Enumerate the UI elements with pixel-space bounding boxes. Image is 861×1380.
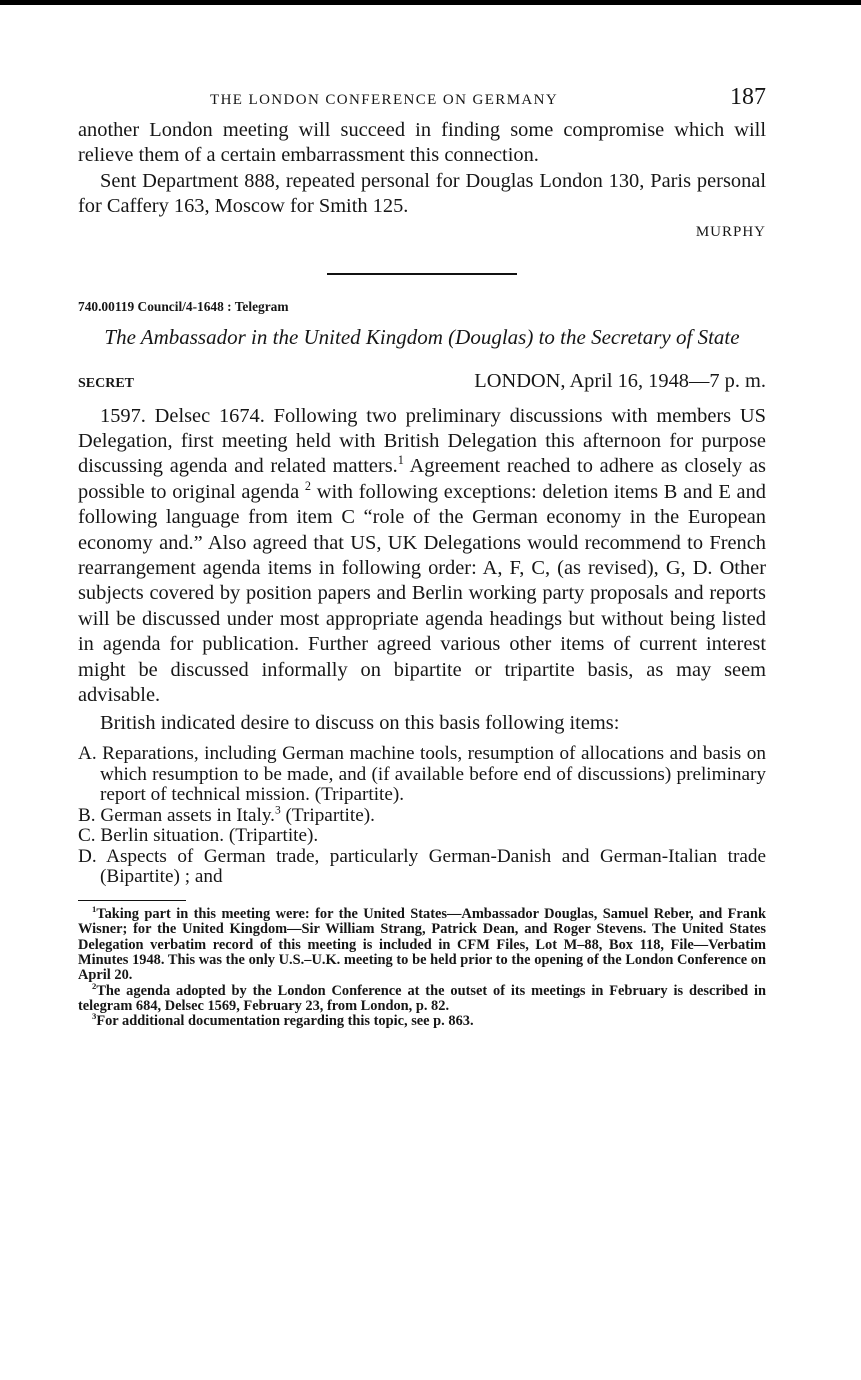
list-item <box>78 847 766 888</box>
footnote <box>78 904 766 984</box>
para1-part-a: 1597. Delsec 1674. Following two preliminary discussions with members US Delegation, first meeting held with British Delegation this afternoon for purpose discussing agenda and related matters. <box>78 404 766 478</box>
footnote-text: Taking part in this meeting were: for the United States—Ambassador Douglas, Samuel Reber, and Frank Wisner; for the United Kingdom—Sir William Strang, Patrick Dean, and Roger Stevens. The United States Delegation verbatim record of this meeting is included in CFM Files, Lot M–88, Box 118, File—Verbatim Minutes 1948. This was the only U.S.–U.K. meeting to be held prior to the opening of the London Conference on April 20. <box>78 906 766 984</box>
list-item <box>78 806 766 827</box>
dateline <box>78 370 766 396</box>
footnote <box>78 980 766 1015</box>
footnote-mark: 1 <box>92 904 97 915</box>
footnote-mark: 2 <box>92 980 97 991</box>
file-reference: 740.00119 Council/4-1648 : Telegram <box>78 298 289 314</box>
footnote-ref-1: 1 <box>397 453 404 468</box>
para1-part-c: with following exceptions: deletion items B and E and following language from item C “role of the German economy in the European economy and.” Also agreed that US, UK Delegations would recommend to French rearrangement agenda items in following order: A, F, C, (as revised), G, D. Other subjects covered by position papers and Berlin working party proposals and reports will be discussed under most appropriate agenda headings but without being listed in agenda for publication. Further agreed various other items of current interest might be discussed informally on bipartite or tripartite basis, as may seem advisable. <box>78 480 766 707</box>
item-b-after: (Tripartite). <box>280 804 375 826</box>
item-d-text: D. Aspects of German trade, particularly German-Danish and German-Italian trade (Bipartite) ; and <box>78 845 766 888</box>
place-date <box>474 370 766 393</box>
footnote <box>78 1011 766 1030</box>
footnote-mark: 3 <box>92 1011 97 1022</box>
section-divider <box>327 273 517 275</box>
top-border <box>0 0 861 5</box>
item-c-text: C. Berlin situation. (Tripartite). <box>78 825 319 847</box>
list-item <box>78 744 766 806</box>
item-a-text: A. Reparations, including German machine tools, resumption of allocations and basis on which resumption to be made, and (if available before end of discussions) preliminary report of technical mission. (Tripartite). <box>78 742 766 806</box>
footnote-ref-2: 2 <box>304 479 311 494</box>
page-number: 187 <box>730 84 766 110</box>
list-item <box>78 826 766 847</box>
running-head: THE LONDON CONFERENCE ON GERMANY <box>210 92 559 108</box>
footnote-rule <box>78 900 186 901</box>
date: April 16, 1948—7 p. m. <box>569 369 766 392</box>
para1-part-b: Agreement reached to adhere as closely as possible to original agenda <box>78 455 766 503</box>
telegram-paragraph-1 <box>78 404 766 709</box>
document-title: The Ambassador in the United Kingdom (Douglas) to the Secretary of State <box>104 324 740 349</box>
place: LONDON, <box>474 369 566 392</box>
classification: SECRET <box>78 375 135 391</box>
sent-line: Sent Department 888, repeated personal for Douglas London 130, Paris personal for Caffery 163, Moscow for Smith 125. <box>78 169 766 218</box>
signature: MURPHY <box>695 223 766 240</box>
continuation-paragraph: another London meeting will succeed in finding some compromise which will relieve them of a certain embarrassment this connection. <box>78 119 766 167</box>
telegram-paragraph-2: British indicated desire to discuss on this basis following items: <box>100 711 620 734</box>
page-header <box>78 84 766 118</box>
footnote-text: For additional documentation regarding this topic, see p. 863. <box>96 1013 474 1030</box>
page <box>78 84 766 1029</box>
item-list <box>78 744 766 888</box>
footnote-text: The agenda adopted by the London Conference at the outset of its meetings in February is described in telegram 684, Delsec 1569, February 23, from London, p. 82. <box>78 982 766 1014</box>
footnotes <box>78 904 766 1030</box>
footnote-ref-3: 3 <box>274 804 281 817</box>
item-b-text: B. German assets in Italy. <box>78 804 275 826</box>
